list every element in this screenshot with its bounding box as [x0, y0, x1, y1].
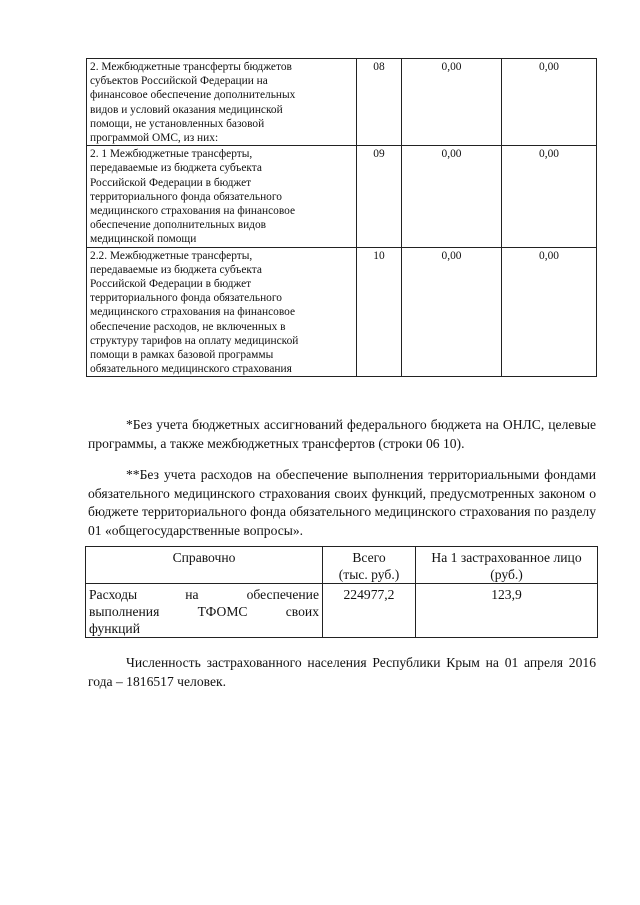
transfer-description-line: 2. 1 Межбюджетные трансферты, — [90, 148, 253, 161]
transfers-table-row — [87, 59, 597, 146]
line-code: 09 — [357, 146, 402, 247]
transfer-description-line: 2. Межбюджетные трансферты бюджетов — [90, 61, 292, 73]
reference-row-label-line2: выполнения ТФОМС своих — [89, 604, 319, 619]
transfer-description-line: финансовое обеспечение дополнительных — [90, 89, 296, 102]
reference-header-total — [323, 547, 416, 584]
reference-row-total — [323, 584, 416, 638]
transfer-description-line: 2.2. Межбюджетные трансферты, — [90, 249, 253, 262]
value-column-1: 0,00 — [402, 59, 502, 146]
transfer-description-line: передаваемые из бюджета субъекта — [90, 263, 262, 276]
line-code: 08 — [357, 59, 402, 146]
transfers-table-row — [87, 247, 597, 377]
transfer-description-line: помощи в рамках базовой программы — [90, 349, 274, 362]
reference-row-label — [86, 584, 323, 638]
transfer-description-line: обязательного медицинского страхования — [90, 363, 292, 376]
reference-header-per-person-line2: (руб.) — [490, 567, 523, 582]
reference-row-label-line3: функций — [89, 621, 140, 636]
transfer-description-line: структуру тарифов на оплату медицинской — [90, 334, 299, 347]
reference-header-total-line1: Всего — [352, 550, 386, 565]
transfer-description-line: медицинского страхования на финансовое — [90, 205, 296, 218]
value-column-2: 0,00 — [502, 59, 597, 146]
reference-header-total-line2: (тыс. руб.) — [338, 567, 400, 582]
reference-data-row — [86, 584, 598, 638]
value-column-2: 0,00 — [502, 247, 597, 377]
footnote-single-asterisk — [88, 416, 596, 453]
reference-row-per-person — [416, 584, 598, 638]
reference-row-per-person-value: 123,9 — [491, 587, 522, 602]
footnote-double-asterisk — [88, 466, 596, 540]
transfer-description — [87, 59, 357, 146]
reference-row-total-value: 224977,2 — [343, 587, 395, 602]
footnote-double-asterisk-text: **Без учета расходов на обеспечение выполнения территориальными фондами обязательного медицинского страхования своих функций, предусмотренных законом о бюджете территориального фонда обязательного медицинского страхования по разделу 01 «общегосударственные вопросы». — [88, 467, 596, 538]
value-column-1: 0,00 — [402, 247, 502, 377]
reference-header-label-text: Справочно — [172, 550, 236, 565]
transfer-description-line: медицинской помощи — [90, 233, 197, 246]
reference-header-per-person-line1: На 1 застрахованное лицо — [431, 550, 582, 565]
transfer-description-line: обеспечение расходов, не включенных в — [90, 320, 286, 333]
insured-population-paragraph — [88, 654, 596, 691]
transfer-description — [87, 146, 357, 247]
transfer-description-line: помощи, не установленных базовой — [90, 117, 265, 130]
transfer-description-line: обеспечение дополнительных видов — [90, 219, 267, 232]
transfers-table-row — [87, 146, 597, 247]
transfer-description-line: программой ОМС, из них: — [90, 132, 219, 145]
transfer-description-line: территориального фонда обязательного — [90, 292, 282, 305]
transfers-table — [86, 58, 597, 377]
reference-header-label — [86, 547, 323, 584]
reference-header-row — [86, 547, 598, 584]
line-code: 10 — [357, 247, 402, 377]
transfer-description-line: медицинского страхования на финансовое — [90, 306, 296, 319]
transfer-description — [87, 247, 357, 377]
insured-population-text: Численность застрахованного населения Республики Крым на 01 апреля 2016 года – 1816517 человек. — [88, 655, 596, 689]
transfer-description-line: передаваемые из бюджета субъекта — [90, 162, 262, 175]
value-column-1: 0,00 — [402, 146, 502, 247]
reference-row-label-line1: Расходы на обеспечение — [89, 587, 319, 602]
reference-table — [85, 546, 598, 638]
reference-header-per-person — [416, 547, 598, 584]
transfer-description-line: Российской Федерации в бюджет — [90, 278, 252, 291]
value-column-2: 0,00 — [502, 146, 597, 247]
transfer-description-line: территориального фонда обязательного — [90, 190, 282, 203]
transfers-table-body — [87, 59, 597, 377]
transfer-description-line: Российской Федерации в бюджет — [90, 176, 252, 189]
transfer-description-line: субъектов Российской Федерации на — [90, 75, 268, 88]
transfer-description-line: видов и условий оказания медицинской — [90, 103, 283, 116]
footnote-single-asterisk-text: *Без учета бюджетных ассигнований федерального бюджета на ОНЛС, целевые программы, а также межбюджетных трансфертов (строки 06 10). — [88, 417, 596, 451]
